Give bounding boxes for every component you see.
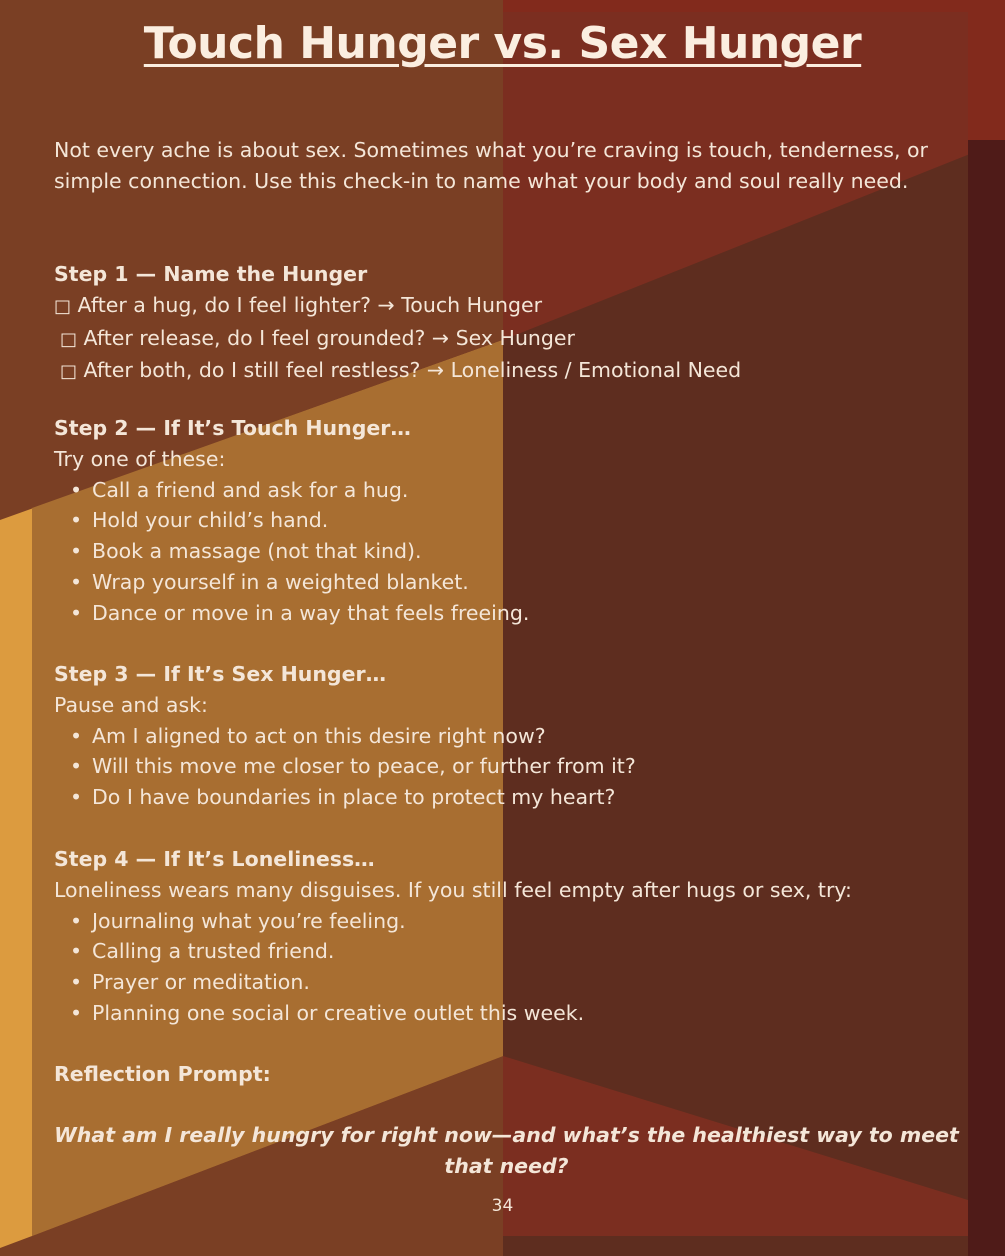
list-item: • Call a friend and ask for a hug. [54,475,959,506]
step3-list [54,721,959,813]
step1-heading: Step 1 — Name the Hunger [54,262,368,286]
checkbox-icon[interactable]: □ [54,295,72,317]
checkbox-item[interactable] [54,290,959,323]
step4-section [54,844,959,1029]
step2-list [54,475,959,629]
step1-section [54,259,959,388]
checkbox-label: After release, do I feel grounded? → Sex Hunger [83,325,575,350]
checkbox-icon[interactable]: □ [60,328,78,350]
step3-lead: Pause and ask: [54,692,208,717]
list-item: • Wrap yourself in a weighted blanket. [54,567,959,598]
step3-heading: Step 3 — If It’s Sex Hunger… [54,662,387,686]
step4-lead: Loneliness wears many disguises. If you still feel empty after hugs or sex, try: [54,877,852,902]
list-item: • Am I aligned to act on this desire right now? [54,721,959,752]
page-title: Touch Hunger vs. Sex Hunger [143,18,862,69]
reflection-label: Reflection Prompt: [54,1062,271,1086]
list-item: • Hold your child’s hand. [54,505,959,536]
list-item: • Will this move me closer to peace, or further from it? [54,751,959,782]
list-item: • Dance or move in a way that feels freeing. [54,598,959,629]
list-item: • Do I have boundaries in place to protect my heart? [54,782,959,813]
checkbox-item[interactable] [54,355,959,388]
list-item: • Book a massage (not that kind). [54,536,959,567]
step2-section [54,413,959,629]
reflection-prompt: What am I really hungry for right now—and what’s the healthiest way to meet that need? [54,1123,959,1178]
step3-section [54,659,959,813]
intro-paragraph: Not every ache is about sex. Sometimes what you’re craving is touch, tenderness, or simple connection. Use this check-in to name what your body and soul really need. [54,138,928,193]
list-item: • Calling a trusted friend. [54,936,959,967]
step2-heading: Step 2 — If It’s Touch Hunger… [54,416,411,440]
step4-list [54,906,959,1029]
step2-lead: Try one of these: [54,446,226,471]
page-number: 34 [491,1196,514,1216]
step4-heading: Step 4 — If It’s Loneliness… [54,847,375,871]
list-item: • Journaling what you’re feeling. [54,906,959,937]
list-item: • Planning one social or creative outlet this week. [54,998,959,1029]
list-item: • Prayer or meditation. [54,967,959,998]
checkbox-item[interactable] [54,323,959,356]
checkbox-label: After a hug, do I feel lighter? → Touch Hunger [77,292,543,317]
checkbox-icon[interactable]: □ [60,361,78,383]
checkbox-label: After both, do I still feel restless? → Loneliness / Emotional Need [83,358,742,383]
